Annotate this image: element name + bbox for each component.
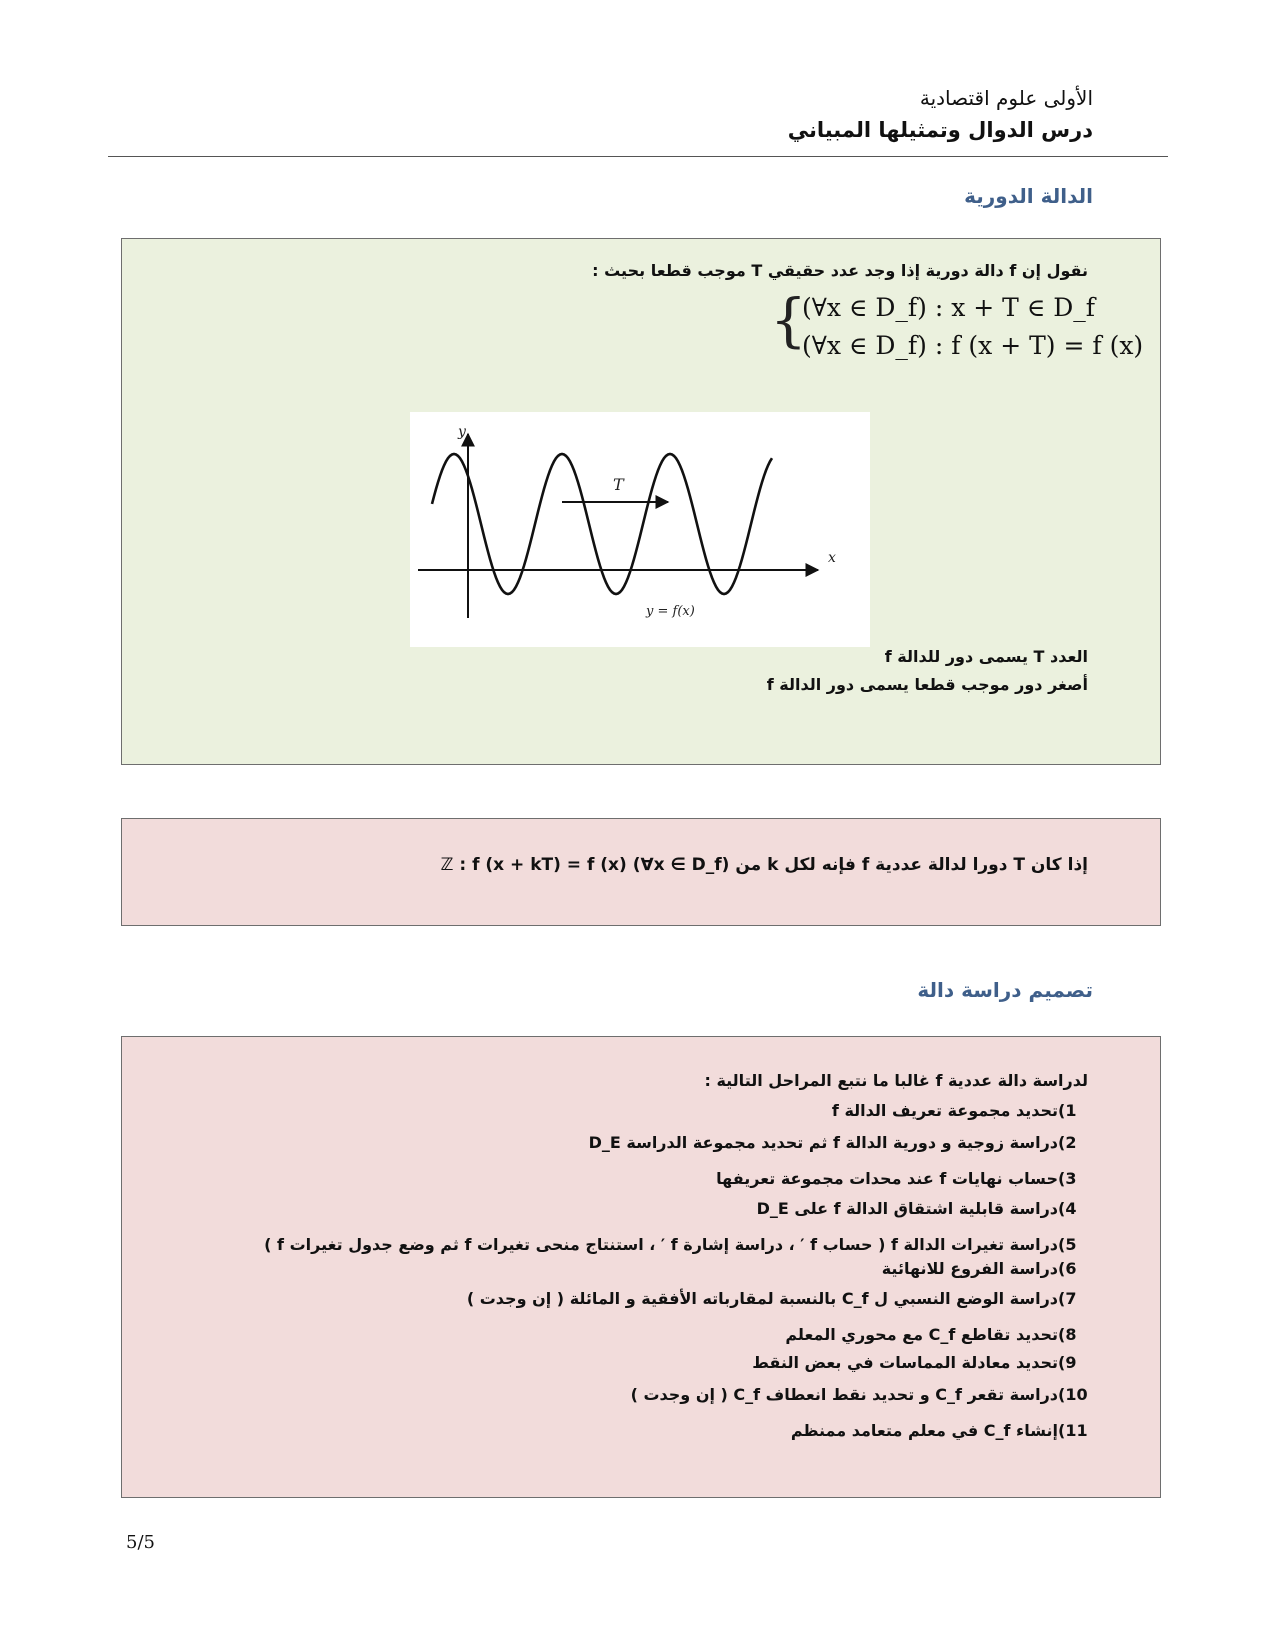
step-text: دراسة تغيرات الدالة f ( حساب f ′ ، دراسة إشارة f ′ ، استنتاج منحى تغيرات f ثم وضع جدول تغيرات f ) <box>264 1235 1058 1254</box>
study-step <box>716 1169 1088 1188</box>
step-text: دراسة الفروع للانهائية <box>881 1259 1058 1278</box>
section-title-function-study: تصميم دراسة دالة <box>917 978 1093 1002</box>
smallest-period-note: أصغر دور موجب قطعا يسمى دور الدالة f <box>766 675 1088 694</box>
step-number: 1) <box>1058 1101 1077 1120</box>
study-step <box>757 1199 1088 1218</box>
system-brace: { <box>770 286 807 354</box>
periodic-function-graph <box>410 412 870 647</box>
condition-periodicity: (∀x ∈ D_f) : f (x + T) = f (x) <box>802 331 1144 360</box>
step-number: 3) <box>1058 1169 1077 1188</box>
step-number: 8) <box>1058 1325 1077 1344</box>
step-number: 7) <box>1058 1289 1077 1308</box>
study-step <box>589 1133 1088 1152</box>
study-step <box>882 1259 1088 1278</box>
header-divider <box>108 156 1168 157</box>
graph-svg <box>410 412 870 647</box>
definition-text: نقول إن f دالة دورية إذا وجد عدد حقيقي T موجب قطعا بحيث : <box>592 261 1088 280</box>
x-axis-label: x <box>828 550 836 566</box>
period-note: العدد T يسمى دور للدالة f <box>884 647 1088 666</box>
step-text: تحديد مجموعة تعريف الدالة f <box>831 1101 1058 1120</box>
step-text: تحديد معادلة المماسات في بعض النقط <box>752 1353 1058 1372</box>
study-step <box>631 1385 1088 1404</box>
study-step <box>785 1325 1088 1344</box>
study-step <box>832 1101 1088 1120</box>
step-text: دراسة تقعر C_f و تحديد نقط انعطاف C_f ( إن وجدت ) <box>630 1385 1058 1404</box>
step-text: دراسة زوجية و دورية الدالة f ثم تحديد مجموعة الدراسة D_E <box>588 1133 1058 1152</box>
curve-label: y = f(x) <box>646 604 695 619</box>
step-number: 10) <box>1058 1385 1088 1404</box>
study-intro: لدراسة دالة عددية f غالبا ما نتبع المراحل التالية : <box>704 1071 1088 1090</box>
section-title-periodic: الدالة الدورية <box>964 184 1093 208</box>
step-text: حساب نهايات f عند محدات مجموعة تعريفها <box>716 1169 1058 1188</box>
periodic-curve <box>432 454 772 594</box>
step-text: إنشاء C_f في معلم متعامد ممنظم <box>790 1421 1058 1440</box>
property-box <box>121 818 1161 926</box>
step-number: 4) <box>1058 1199 1077 1218</box>
lesson-title: درس الدوال وتمثيلها المبياني <box>787 118 1093 142</box>
step-text: دراسة قابلية اشتقاق الدالة f على D_E <box>756 1199 1058 1218</box>
y-axis-label: y <box>458 424 466 440</box>
study-step <box>467 1289 1088 1308</box>
study-step <box>264 1235 1088 1254</box>
property-statement: إذا كان T دورا لدالة عددية f فإنه لكل k من ℤ : f (x + kT) = f (x) (∀x ∈ D_f) <box>440 855 1088 875</box>
study-steps-box <box>121 1036 1161 1498</box>
study-step <box>752 1353 1088 1372</box>
page-number: 5/5 <box>126 1532 155 1553</box>
step-text: تحديد تقاطع C_f مع محوري المعلم <box>785 1325 1058 1344</box>
step-text: دراسة الوضع النسبي ل C_f بالنسبة لمقارباته الأفقية و المائلة ( إن وجدت ) <box>466 1289 1058 1308</box>
step-number: 11) <box>1058 1421 1088 1440</box>
study-step <box>791 1421 1088 1440</box>
period-label: T <box>613 475 624 494</box>
condition-domain: (∀x ∈ D_f) : x + T ∈ D_f <box>802 293 1096 322</box>
step-number: 9) <box>1058 1353 1077 1372</box>
document-level: الأولى علوم اقتصادية <box>919 86 1093 110</box>
step-number: 2) <box>1058 1133 1077 1152</box>
step-number: 6) <box>1058 1259 1077 1278</box>
step-number: 5) <box>1058 1235 1077 1254</box>
